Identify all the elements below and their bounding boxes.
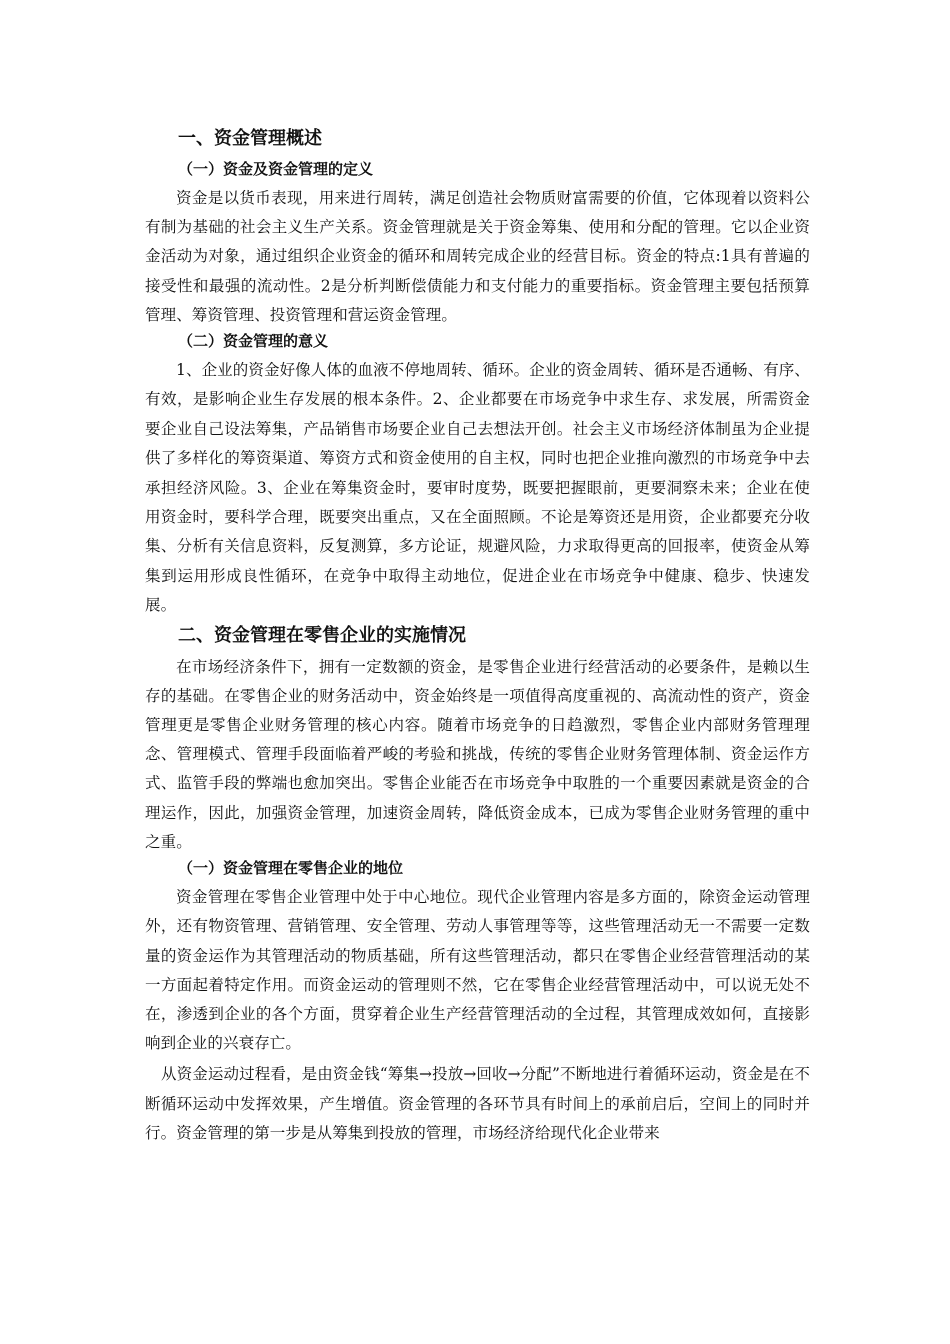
- paragraph-significance: 1、企业的资金好像人体的血液不停地周转、循环。企业的资金周转、循环是否通畅、有序、有效，是影响企业生存发展的根本条件。2、企业都要在市场竞争中求生存、求发展，所需资金要企业自己设法筹集，产品销售市场要企业自己去想法开创。社会主义市场经济体制虽为企业提供了多样化的筹资渠道、筹资方式和资金使用的自主权，同时也把企业推向激烈的市场竞争中去承担经济风险。3、企业在筹集资金时，要审时度势，既要把握眼前，更要洞察未来；企业在使用资金时，要科学合理，既要突出重点，又在全面照顾。不论是筹资还是用资，企业都要充分收集、分析有关信息资料，反复测算，多方论证，规避风险，力求取得更高的回报率，使资金从筹集到运用形成良性循环，在竞争中取得主动地位，促进企业在市场竞争中健康、稳步、快速发展。: [145, 361, 810, 615]
- section-heading-1: 一、资金管理概述: [178, 128, 322, 149]
- paragraph-definition: 资金是以货币表现，用来进行周转，满足创造社会物质财富需要的价值，它体现着以资料公有制为基础的社会主义生产关系。资金管理就是关于资金筹集、使用和分配的管理。它以企业资金活动为对象，通过组织企业资金的循环和周转完成企业的经营目标。资金的特点:1具有普遍的接受性和最强的流动性。2是分析判断偿债能力和支付能力的重要指标。资金管理主要包括预算管理、筹资管理、投资管理和营运资金管理。: [145, 189, 810, 324]
- paragraph-retail-intro: 在市场经济条件下，拥有一定数额的资金，是零售企业进行经营活动的必要条件，是赖以生存的基础。在零售企业的财务活动中，资金始终是一项值得高度重视的、高流动性的资产，资金管理更是零售企业财务管理的核心内容。随着市场竞争的日趋激烈，零售企业内部财务管理理念、管理模式、管理手段面临着严峻的考验和挑战，传统的零售企业财务管理体制、资金运作方式、监管手段的弊端也愈加突出。零售企业能否在市场竞争中取胜的一个重要因素就是资金的合理运作，因此，加强资金管理，加速资金周转，降低资金成本，已成为零售企业财务管理的重中之重。: [145, 657, 810, 851]
- section-heading-2: 二、资金管理在零售企业的实施情况: [178, 624, 466, 646]
- paragraph-retail-status: 资金管理在零售企业管理中处于中心地位。现代企业管理内容是多方面的，除资金运动管理外，还有物资管理、营销管理、安全管理、劳动人事管理等等，这些管理活动无一不需要一定数量的资金运作为其管理活动的物质基础，所有这些管理活动，都只在零售企业经营管理活动的某一方面起着特定作用。而资金运动的管理则不然，它在零售企业经营管理活动中，可以说无处不在，渗透到企业的各个方面，贯穿着企业生产经营管理活动的全过程，其管理成效如何，直接影响到企业的兴衰存亡。: [145, 888, 810, 1053]
- document-body: [145, 118, 810, 1148]
- subsection-heading-1-2: （二）资金管理的意义: [178, 332, 329, 351]
- subsection-heading-1-1: （一）资金及资金管理的定义: [178, 160, 374, 178]
- subsection-heading-2-1: （一）资金管理在零售企业的地位: [178, 859, 404, 878]
- paragraph-fund-cycle: 从资金运动过程看，是由资金钱“筹集→投放→回收→分配”不断地进行着循环运动，资金是在不断循环运动中发挥效果，产生增值。资金管理的各环节具有时间上的承前启后，空间上的同时并行。资金管理的第一步是从筹集到投放的管理，市场经济给现代化企业带来: [145, 1065, 810, 1142]
